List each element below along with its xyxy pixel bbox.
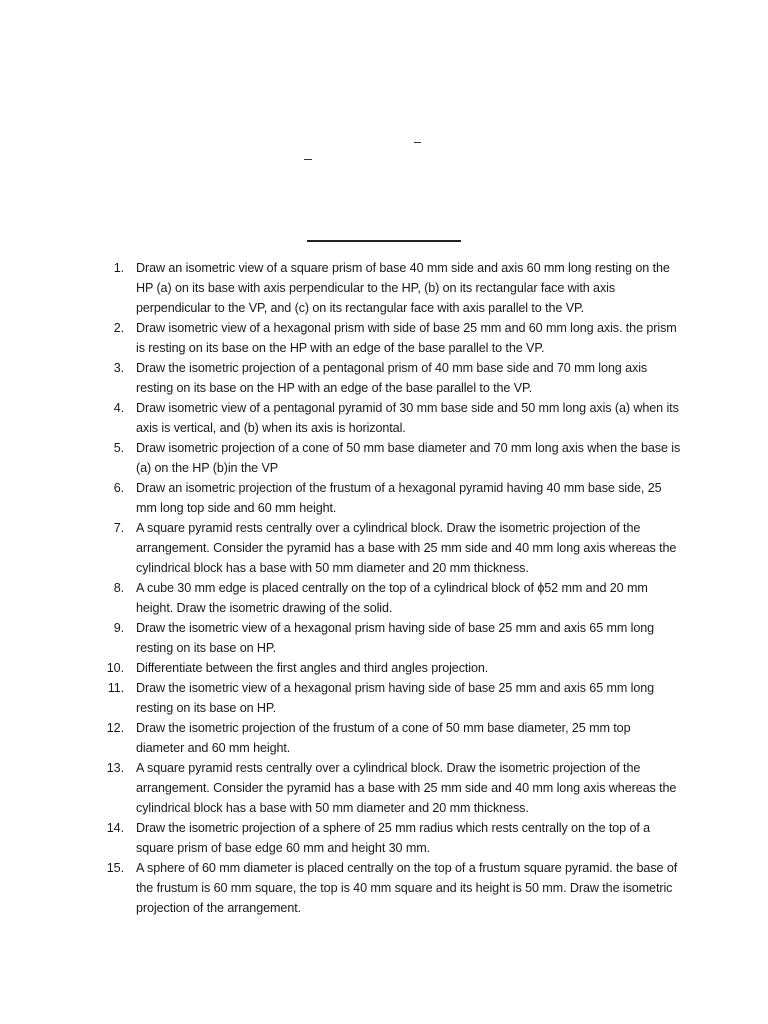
question-item	[0, 358, 681, 398]
question-item	[0, 678, 681, 718]
question-item	[0, 618, 681, 658]
question-text: Draw the isometric projection of a sphere of 25 mm radius which rests centrally on the top of a square prism of base edge 60 mm and height 30 mm.	[136, 821, 651, 855]
question-number: 7.	[113, 521, 124, 535]
question-text: A square pyramid rests centrally over a cylindrical block. Draw the isometric projection of the arrangement. Consider the pyramid has a base with 25 mm side and 40 mm long axis whereas the cylindrical block has a base with 50 mm diameter and 20 mm thickness.	[136, 521, 677, 575]
question-item	[0, 478, 681, 518]
question-text: Draw isometric projection of a cone of 50 mm base diameter and 70 mm long axis when the base is (a) on the HP (b)in the VP	[136, 441, 681, 475]
title-underline	[307, 240, 461, 242]
question-number: 10.	[106, 661, 124, 675]
header-dash-mark	[414, 142, 421, 143]
question-number: 15.	[106, 861, 124, 875]
question-item	[0, 258, 681, 318]
question-text: Draw the isometric view of a hexagonal prism having side of base 25 mm and axis 65 mm long resting on its base on HP.	[136, 621, 655, 655]
question-text: Draw the isometric view of a hexagonal prism having side of base 25 mm and axis 65 mm long resting on its base on HP.	[136, 681, 655, 715]
question-number: 6.	[113, 481, 124, 495]
question-item	[0, 438, 681, 478]
question-item	[0, 578, 681, 618]
question-number: 11.	[107, 681, 124, 695]
question-text: Draw the isometric projection of a pentagonal prism of 40 mm base side and 70 mm long axis resting on its base on the HP with an edge of the base parallel to the VP.	[136, 361, 648, 395]
question-text: Draw isometric view of a hexagonal prism with side of base 25 mm and 60 mm long axis. the prism is resting on its base on the HP with an edge of the base parallel to the VP.	[136, 321, 677, 355]
question-item	[0, 718, 681, 758]
question-item	[0, 818, 681, 858]
question-item	[0, 758, 681, 818]
question-text: Draw an isometric projection of the frustum of a hexagonal pyramid having 40 mm base side, 25 mm long top side and 60 mm height.	[136, 481, 662, 515]
question-text: Draw an isometric view of a square prism of base 40 mm side and axis 60 mm long resting on the HP (a) on its base with axis perpendicular to the HP, (b) on its rectangular face with axis perpendicular to the VP, and (c) on its rectangular face with axis parallel to the VP.	[136, 261, 670, 315]
question-text: A cube 30 mm edge is placed centrally on the top of a cylindrical block of ϕ52 mm and 20 mm height. Draw the isometric drawing of the solid.	[136, 581, 648, 615]
question-list	[0, 258, 768, 918]
question-text: Differentiate between the first angles and third angles projection.	[136, 661, 489, 675]
question-number: 13.	[106, 761, 124, 775]
question-text: Draw the isometric projection of the frustum of a cone of 50 mm base diameter, 25 mm top diameter and 60 mm height.	[136, 721, 631, 755]
question-number: 2.	[113, 321, 124, 335]
question-item	[0, 858, 681, 918]
question-number: 5.	[113, 441, 124, 455]
question-item	[0, 398, 681, 438]
question-number: 9.	[113, 621, 124, 635]
question-number: 4.	[113, 401, 124, 415]
header-dash-mark	[304, 159, 312, 160]
question-item	[0, 658, 681, 678]
question-number: 14.	[106, 821, 124, 835]
question-number: 3.	[113, 361, 124, 375]
question-text: A sphere of 60 mm diameter is placed centrally on the top of a frustum square pyramid. the base of the frustum is 60 mm square, the top is 40 mm square and its height is 50 mm. Draw the isometric projection of the arrangement.	[136, 861, 678, 915]
question-item	[0, 318, 681, 358]
question-text: Draw isometric view of a pentagonal pyramid of 30 mm base side and 50 mm long axis (a) when its axis is vertical, and (b) when its axis is horizontal.	[136, 401, 679, 435]
question-number: 12.	[106, 721, 124, 735]
question-number: 8.	[113, 581, 124, 595]
question-item	[0, 518, 681, 578]
question-number: 1.	[113, 261, 124, 275]
question-text: A square pyramid rests centrally over a cylindrical block. Draw the isometric projection of the arrangement. Consider the pyramid has a base with 25 mm side and 40 mm long axis whereas the cylindrical block has a base with 50 mm diameter and 20 mm thickness.	[136, 761, 677, 815]
